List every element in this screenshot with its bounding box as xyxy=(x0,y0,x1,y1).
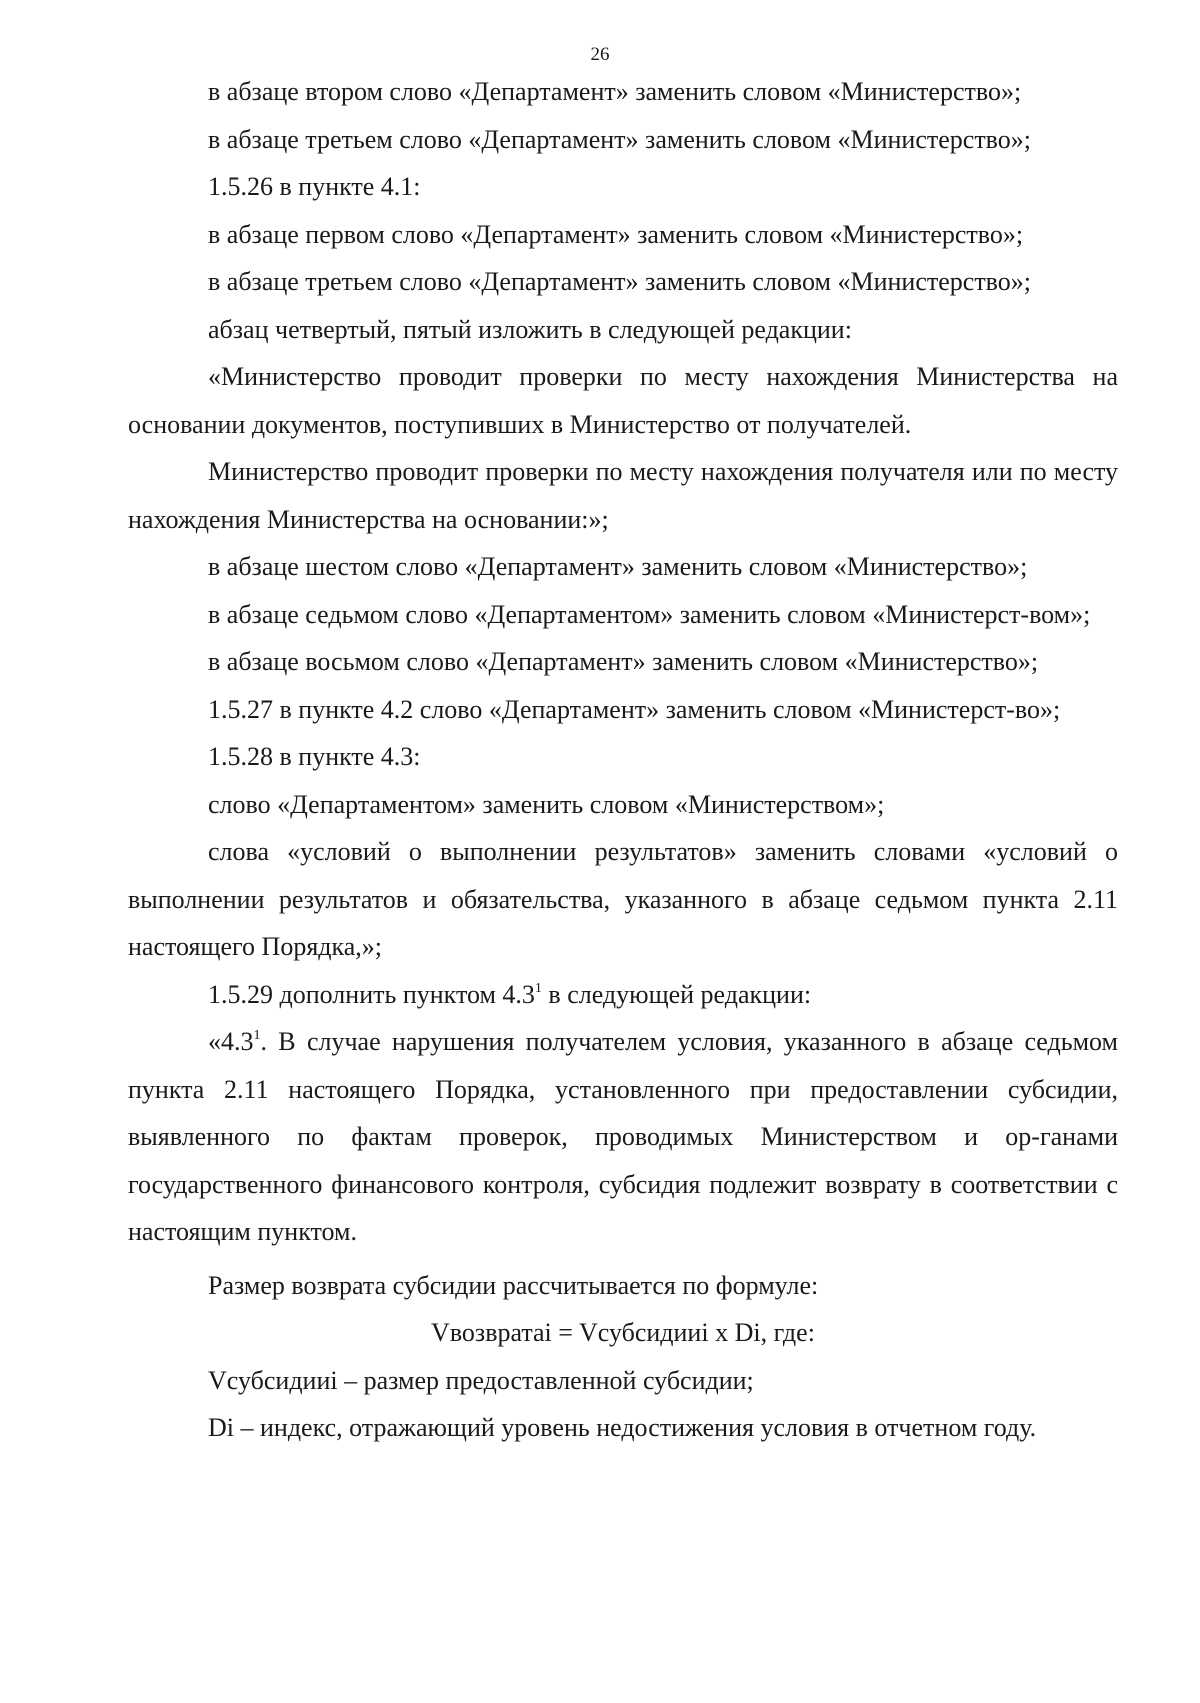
paragraph-16-text-after: в следующей редакции: xyxy=(541,979,812,1009)
paragraph-10: в абзаце седьмом слово «Департаментом» заменить словом «Министерст-вом»; xyxy=(208,599,1091,629)
paragraph-7: «Министерство проводит проверки по месту нахождения Министерства на основании документов, поступивших в Министерство от получателей. xyxy=(128,362,1118,439)
paragraph-17-text-before: «4.3 xyxy=(208,1027,254,1056)
document-body xyxy=(128,68,1118,1452)
paragraph-2: в абзаце третьем слово «Департамент» заменить словом «Министерство»; xyxy=(208,124,1031,154)
page-number: 26 xyxy=(590,44,610,65)
paragraph-16-text-before: 1.5.29 дополнить пунктом 4.3 xyxy=(208,979,535,1009)
paragraph-12: 1.5.27 в пункте 4.2 слово «Департамент» заменить словом «Министерст-во»; xyxy=(208,694,1061,724)
paragraph-13: 1.5.28 в пункте 4.3: xyxy=(208,742,421,771)
paragraph-5: в абзаце третьем слово «Департамент» заменить словом «Министерство»; xyxy=(208,267,1031,296)
formula-line: Vвозвратаi = Vсубсидииi x Di, где: xyxy=(431,1318,815,1347)
superscript-number: 1 xyxy=(534,980,542,996)
paragraph-18: Размер возврата субсидии рассчитывается по формуле: xyxy=(208,1270,819,1300)
paragraph-9: в абзаце шестом слово «Департамент» заменить словом «Министерство»; xyxy=(208,552,1028,581)
paragraph-14: слово «Департаментом» заменить словом «Министерством»; xyxy=(208,789,885,819)
superscript-number: 1 xyxy=(253,1028,261,1043)
paragraph-15: слова «условий о выполнении результатов» заменить словами «условий о выполнении результатов и обязательства, указанного в абзаце седьмом пункта 2.11 настоящего Порядка,»; xyxy=(128,837,1118,961)
paragraph-8: Министерство проводит проверки по месту нахождения получателя или по месту нахождения Министерства на основании:»; xyxy=(128,457,1118,534)
paragraph-20: Di – индекс, отражающий уровень недостижения условия в отчетном году. xyxy=(208,1413,1037,1442)
paragraph-4: в абзаце первом слово «Департамент» заменить словом «Министерство»; xyxy=(208,219,1024,249)
paragraph-3: 1.5.26 в пункте 4.1: xyxy=(208,172,421,201)
paragraph-6: абзац четвертый, пятый изложить в следующей редакции: xyxy=(208,314,852,344)
paragraph-16 xyxy=(128,971,1118,1019)
paragraph-17 xyxy=(128,1018,1118,1256)
paragraph-11: в абзаце восьмом слово «Департамент» заменить словом «Министерство»; xyxy=(208,647,1039,676)
paragraph-17-text-after: . В случае нарушения получателем условия, указанного в абзаце седьмом пункта 2.11 настоящего Порядка, установленного при предоставлении субсидии, выявленного по фактам проверок, проводимых Министерством и ор-ганами государственного финансового контроля, субсидия подлежит возврату в соответствии с настоящим пунктом. xyxy=(128,1027,1118,1246)
paragraph-19: Vсубсидииi – размер предоставленной субсидии; xyxy=(208,1365,754,1395)
paragraph-1: в абзаце втором слово «Департамент» заменить словом «Министерство»; xyxy=(208,77,1022,106)
